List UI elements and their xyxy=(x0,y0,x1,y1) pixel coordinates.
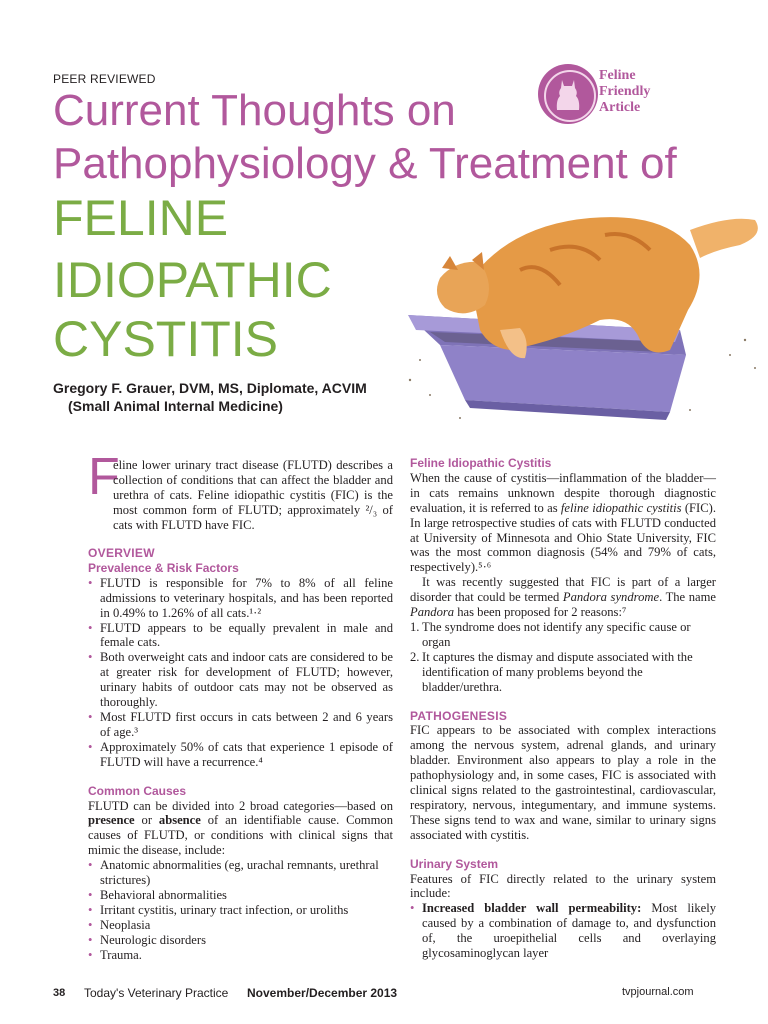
urinary-system-heading: Urinary System xyxy=(410,856,499,871)
title-line-4: IDIOPATHIC xyxy=(53,252,332,308)
left-column xyxy=(88,546,393,962)
journal-url[interactable]: tvpjournal.com xyxy=(622,986,694,998)
title-line-3: FELINE xyxy=(53,190,229,246)
list-item: • Most FLUTD first occurs in cats between 2 and 6 years of age.³ xyxy=(88,710,393,740)
list-number: 2. xyxy=(410,649,420,664)
author-specialty: (Small Animal Internal Medicine) xyxy=(68,398,283,414)
list-item: • Neurologic disorders xyxy=(88,933,393,948)
drop-cap: F xyxy=(88,448,120,506)
italic-term: feline idiopathic cystitis xyxy=(560,500,682,515)
common-causes-heading: Common Causes xyxy=(88,783,187,798)
list-item xyxy=(410,620,716,650)
pathogenesis-heading: PATHOGENESIS xyxy=(410,708,508,723)
text-run: or xyxy=(134,813,159,828)
list-item: • Approximately 50% of cats that experience 1 episode of FLUTD will have a recurrence.⁴ xyxy=(88,740,393,770)
prevalence-subheading: Prevalence & Risk Factors xyxy=(88,560,239,575)
fic-paragraph-2 xyxy=(410,575,716,620)
text-run: When the cause of cystitis—inflammation of the bladder—in cats remains unknown despite thorough diagnostic evaluation, it is referred to as xyxy=(410,470,716,515)
text-run: It was recently suggested that FIC is part of a larger disorder that could be termed xyxy=(410,575,716,605)
prevalence-list xyxy=(88,576,393,770)
list-item xyxy=(410,650,716,695)
list-text: The syndrome does not identify any specific cause or organ xyxy=(422,619,691,649)
list-item: • Both overweight cats and indoor cats are considered to be at greater risk for development of FLUTD; however, urinary habits of outdoor cats may not be observed as thoroughly. xyxy=(88,650,393,710)
italic-term: Pandora syndrome xyxy=(562,590,660,605)
list-item: • FLUTD is responsible for 7% to 8% of all feline admissions to veterinary hospitals, and has been reported in 0.49% to 1.26% of all cats.¹·² xyxy=(88,576,393,621)
text-run: FLUTD can be divided into 2 broad categories—based on xyxy=(88,798,393,813)
kicker-peer-reviewed: PEER REVIEWED xyxy=(53,72,156,86)
title-line-2: Pathophysiology & Treatment of xyxy=(53,139,677,188)
text-run: of an identifiable cause. Common causes of FLUTD, or conditions with clinical signs that mimic the disease, include: xyxy=(88,813,393,858)
common-causes-paragraph xyxy=(88,799,393,859)
badge-line-3: Article xyxy=(599,100,641,115)
badge-line-2: Friendly xyxy=(599,84,651,99)
list-item: • Trauma. xyxy=(88,948,393,963)
list-text: Most likely caused by a combination of damage to, and dysfunction of, the uroepithelial cells and overlaying glycosaminoglycan layer xyxy=(422,901,716,961)
urinary-system-paragraph: Features of FIC directly related to the urinary system include: xyxy=(410,871,716,901)
bold-presence: presence xyxy=(88,813,135,828)
issue-date: November/December 2013 xyxy=(247,986,398,1000)
overview-heading: OVERVIEW xyxy=(88,546,155,560)
list-number: 1. xyxy=(410,619,420,634)
list-item: • Behavioral abnormalities xyxy=(88,888,393,903)
badge-text xyxy=(599,68,650,116)
fic-paragraph-1 xyxy=(410,471,716,575)
cat-litter-box-illustration xyxy=(400,190,768,430)
list-item: • Anatomic abnormalities (eg, urachal remnants, urethral strictures) xyxy=(88,858,393,888)
urinary-list xyxy=(410,901,716,961)
list-item: • FLUTD appears to be equally prevalent in male and female cats. xyxy=(88,621,393,651)
badge-ring xyxy=(544,70,596,122)
right-column xyxy=(410,456,716,961)
intro-text-top xyxy=(113,458,393,533)
magazine-name: Today's Veterinary Practice xyxy=(84,986,229,1000)
text-run: has been proposed for 2 reasons:⁷ xyxy=(454,605,627,620)
page-number: 38 xyxy=(53,987,66,999)
list-item: • Neoplasia xyxy=(88,918,393,933)
bold-term: Increased bladder wall permeability: xyxy=(422,901,642,916)
badge-line-1: Feline xyxy=(599,68,636,83)
pathogenesis-paragraph: FIC appears to be associated with complex interactions among the nervous system, adrenal glands, and urinary bladder. Environment also appears to play a role in the pathophysiology and, in some cases, FIC is associated with clinical signs related to the gastrointestinal, cardiovascular, respiratory, nervous, integumentary, and immune systems. These signs tend to wax and wane, similar to urinary signs associated with cystitis. xyxy=(410,723,716,842)
list-item: • Irritant cystitis, urinary tract infection, or uroliths xyxy=(88,903,393,918)
list-item xyxy=(410,901,716,961)
intro-paragraph: eline lower urinary tract disease (FLUTD) describes a collection of conditions that can affect the bladder and urethra of cats. Feline idiopathic cystitis (FIC) is the most common form of FLUTD; approximately ²/₃ of cats with FLUTD have FIC. xyxy=(113,458,393,532)
italic-term: Pandora xyxy=(410,605,455,620)
title-line-5: CYSTITIS xyxy=(53,311,279,367)
list-text: It captures the dismay and dispute associated with the identification of many problems beyond the bladder/urethra. xyxy=(422,649,693,694)
text-run: . The name xyxy=(659,590,716,605)
bold-absence: absence xyxy=(158,813,201,828)
text-run: (FIC). In large retrospective studies of cats with FLUTD conducted at University of Minnesota and Ohio State University, FIC was the most common diagnosis (54% and 79% of cats, respectively).⁵·⁶ xyxy=(410,500,716,575)
fic-heading: Feline Idiopathic Cystitis xyxy=(410,456,552,470)
author-name: Gregory F. Grauer, DVM, MS, Diplomate, ACVIM xyxy=(53,380,367,396)
pandora-reasons-list xyxy=(410,620,716,695)
common-causes-list xyxy=(88,858,393,962)
title-line-1: Current Thoughts on xyxy=(53,86,456,135)
